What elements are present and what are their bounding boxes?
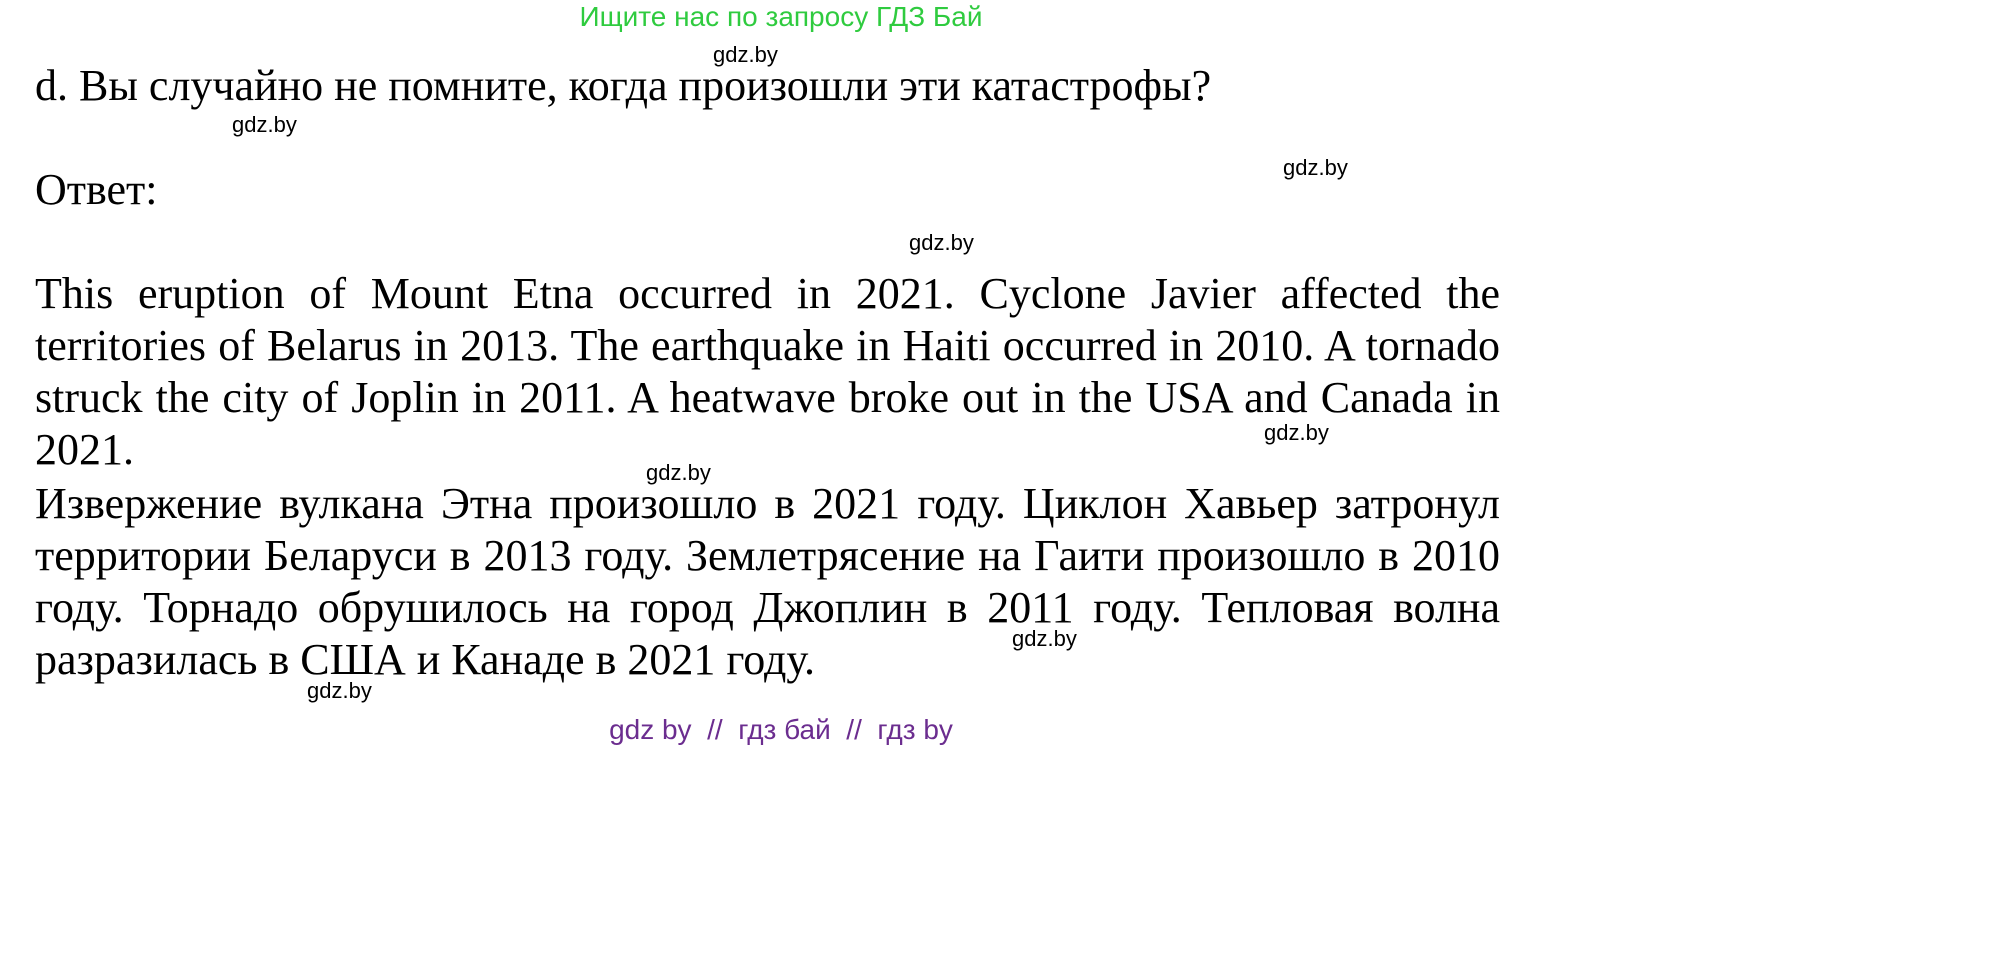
watermark: gdz.by — [909, 230, 974, 255]
answer-russian-paragraph: Извержение вулкана Этна произошло в 2021 году. Циклон Хавьер затронул территории Беларуси в 2013 году. Землетрясение на Гаити произошло в 2010 году. Торнадо обрушилось на город Джоплин в 2011 году. Тепловая волна разразилась в США и Канаде в 2021 году. — [35, 479, 1500, 684]
watermark: gdz.by — [1264, 420, 1329, 445]
answer-label: Ответ: — [35, 165, 158, 214]
watermark: gdz.by — [1012, 626, 1077, 651]
watermark: gdz.by — [307, 678, 372, 703]
answer-english-paragraph: This eruption of Mount Etna occurred in 2021. Cyclone Javier affected the territories of Belarus in 2013. The earthquake in Haiti occurred in 2010. A tornado struck the city of Joplin in 2011. A heatwave broke out in the USA and Canada in 2021. — [35, 269, 1500, 474]
header-search-hint: Ищите нас по запросу ГДЗ Бай — [579, 1, 983, 32]
footer-watermark: gdz by // гдз бай // гдз by — [609, 714, 953, 745]
watermark: gdz.by — [1283, 155, 1348, 180]
watermark: gdz.by — [646, 460, 711, 485]
question-text: d. Вы случайно не помните, когда произошли эти катастрофы? — [35, 61, 1212, 110]
watermark: gdz.by — [232, 112, 297, 137]
watermark: gdz.by — [713, 42, 778, 67]
